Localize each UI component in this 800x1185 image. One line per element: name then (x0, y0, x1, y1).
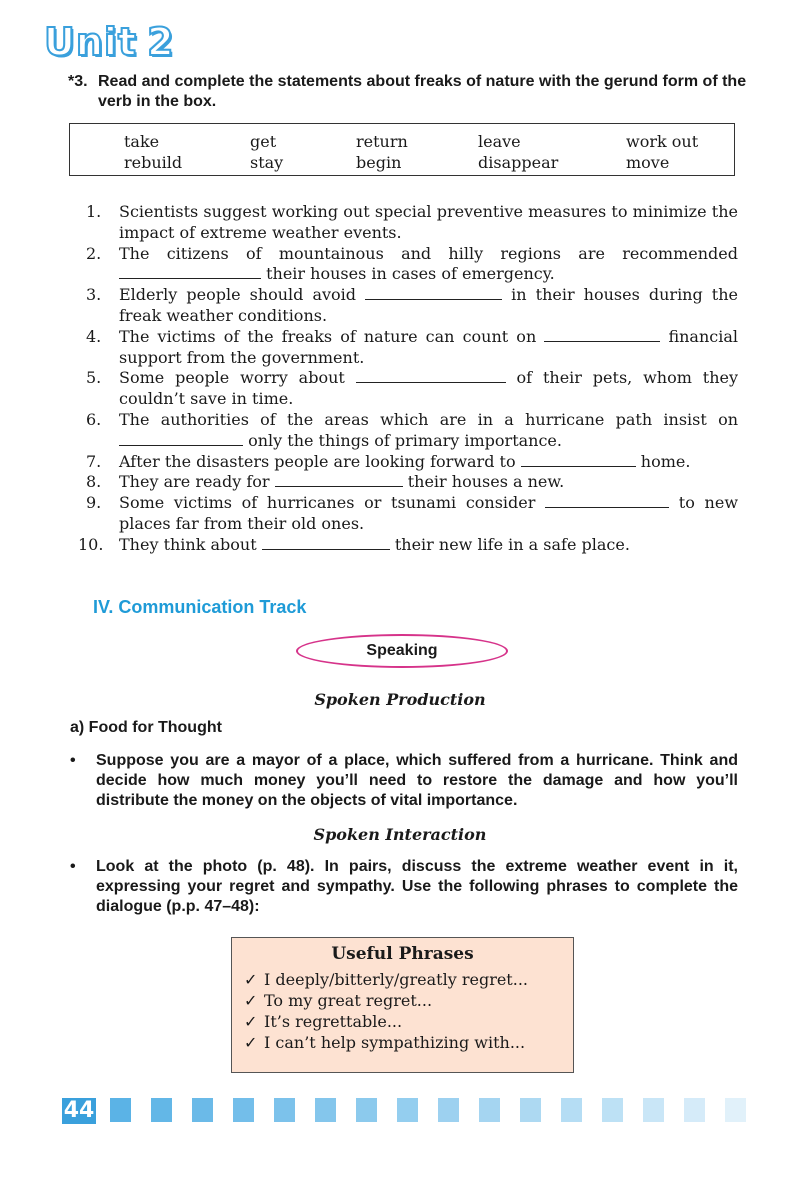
statement-number: 9. (86, 493, 102, 513)
statement-number: 1. (86, 202, 102, 221)
spoken-production-title: Spoken Production (314, 690, 486, 709)
statement-text: of their pets, whom they couldn’t save in time. (119, 368, 739, 409)
useful-phrases-list (232, 969, 573, 1053)
checkmark-icon: ✓ (244, 970, 258, 989)
word-box-item: disappear (478, 153, 559, 172)
statement-text: their new life in a safe place. (389, 534, 630, 554)
phrase-text: It’s regrettable... (264, 1012, 403, 1031)
decor-square (520, 1098, 541, 1122)
answer-blank[interactable] (521, 452, 636, 467)
task-instruction (68, 72, 748, 112)
statement-number: 10. (78, 534, 104, 554)
word-box-item: rebuild (124, 153, 183, 172)
phrase-item (244, 969, 573, 990)
statement-number: 8. (86, 472, 102, 492)
statement-text: to new places far from their old ones. (119, 493, 739, 533)
interaction-bullet (70, 857, 738, 917)
decor-square (192, 1098, 213, 1122)
statement-text: Some victims of hurricanes or tsunami consider (119, 493, 546, 513)
unit-number: 2 (147, 20, 175, 64)
statement-text: They think about (119, 534, 262, 554)
word-box-item: return (356, 132, 408, 151)
statement-text: They are ready for (119, 472, 275, 492)
page-number: 44 (63, 1098, 95, 1123)
answer-blank[interactable] (545, 493, 669, 508)
useful-phrases-title: Useful Phrases (331, 944, 474, 964)
checkmark-icon: ✓ (244, 991, 258, 1010)
unit-logo (44, 20, 175, 64)
phrase-text: To my great regret... (264, 991, 433, 1010)
statement-text: After the disasters people are looking forward to (119, 451, 521, 471)
statement-9 (86, 493, 738, 535)
statement-3 (86, 285, 738, 327)
decor-square (643, 1098, 664, 1122)
unit-word: Unit (44, 20, 138, 64)
word-box-item: move (626, 153, 670, 172)
phrase-text: I deeply/bitterly/greatly regret... (264, 970, 528, 989)
statement-text: The authorities of the areas which are in a hurricane path insist on (119, 409, 738, 429)
statement-number: 3. (86, 285, 102, 305)
word-box-item: get (250, 132, 277, 151)
statement-text: only the things of primary importance. (243, 430, 562, 450)
statement-2-cont (86, 264, 738, 285)
food-for-thought-label: a) Food for Thought (70, 719, 222, 736)
statement-text: Scientists suggest working out special preventive measures to minimize the impact of extreme weather events. (119, 202, 738, 242)
answer-blank[interactable] (262, 535, 390, 550)
production-bullet-text: Suppose you are a mayor of a place, which suffered from a hurricane. Think and decide how much money you’ll need to restore the damage and how you’ll distribute the money on the objects of vital importance. (96, 752, 738, 809)
word-box-item: work out (626, 132, 699, 151)
statement-2 (86, 244, 738, 265)
statement-number: 2. (86, 243, 102, 263)
speaking-badge (296, 634, 508, 668)
answer-blank[interactable] (365, 285, 502, 300)
spoken-interaction-title: Spoken Interaction (313, 825, 487, 844)
task-text: Read and complete the statements about freaks of nature with the gerund form of the verb in the box. (98, 73, 747, 110)
statement-text: Elderly people should avoid (119, 285, 366, 305)
phrase-item (244, 990, 573, 1011)
phrase-item (244, 1011, 573, 1032)
checkmark-icon: ✓ (244, 1033, 258, 1052)
statement-number: 5. (86, 368, 102, 388)
word-box-item: stay (250, 153, 284, 172)
section-title: IV. Communication Track (93, 597, 307, 617)
decor-square (356, 1098, 377, 1122)
checkmark-icon: ✓ (244, 1012, 258, 1031)
statement-7 (86, 452, 738, 473)
statement-text: financial support from the government. (119, 326, 739, 367)
statement-4 (86, 327, 738, 369)
useful-phrases-box (231, 937, 574, 1073)
statement-5 (86, 368, 738, 410)
bullet-icon: • (70, 752, 76, 769)
phrase-item (244, 1032, 573, 1053)
statement-8 (86, 472, 738, 493)
decor-square (274, 1098, 295, 1122)
answer-blank[interactable] (119, 264, 261, 279)
word-box-item: begin (356, 153, 402, 172)
statement-1 (86, 202, 738, 244)
statements-list (78, 202, 739, 556)
speaking-label: Speaking (366, 642, 438, 659)
statement-6 (86, 410, 738, 431)
decor-square (725, 1098, 746, 1122)
statement-text: Some people worry about (119, 368, 356, 388)
production-bullet (70, 751, 738, 811)
statement-text: The victims of the freaks of nature can count on (119, 326, 545, 346)
word-box-item: leave (478, 132, 521, 151)
task-number: *3. (68, 73, 88, 90)
statement-text: The citizens of mountainous and hilly regions are recommended (119, 243, 738, 263)
statement-text: home. (635, 451, 691, 471)
statement-number: 6. (86, 409, 102, 429)
decor-square (110, 1098, 131, 1122)
statement-6-cont (86, 431, 738, 452)
bullet-icon: • (70, 858, 76, 875)
statement-10 (78, 534, 738, 556)
decor-square (561, 1098, 582, 1122)
answer-blank[interactable] (119, 431, 243, 446)
decor-square (684, 1098, 705, 1122)
statement-text: their houses in cases of emergency. (261, 264, 555, 284)
decor-square (397, 1098, 418, 1122)
decor-square (233, 1098, 254, 1122)
decor-square (151, 1098, 172, 1122)
word-box (69, 123, 735, 176)
answer-blank[interactable] (544, 327, 660, 342)
statement-number: 4. (86, 326, 102, 346)
decor-square (438, 1098, 459, 1122)
answer-blank[interactable] (275, 472, 403, 487)
statement-number: 7. (86, 451, 102, 471)
decor-square (479, 1098, 500, 1122)
statement-text: their houses a new. (402, 472, 565, 492)
phrase-text: I can’t help sympathizing with... (264, 1033, 526, 1052)
decor-square (602, 1098, 623, 1122)
decor-square (315, 1098, 336, 1122)
statement-text: in their houses during the freak weather conditions. (119, 285, 738, 325)
answer-blank[interactable] (356, 368, 506, 383)
word-box-item: take (124, 132, 160, 151)
interaction-bullet-text: Look at the photo (p. 48). In pairs, discuss the extreme weather event in it, expressing your regret and sympathy. Use the following phrases to complete the dialogue (p.p. 47–48): (96, 858, 738, 915)
